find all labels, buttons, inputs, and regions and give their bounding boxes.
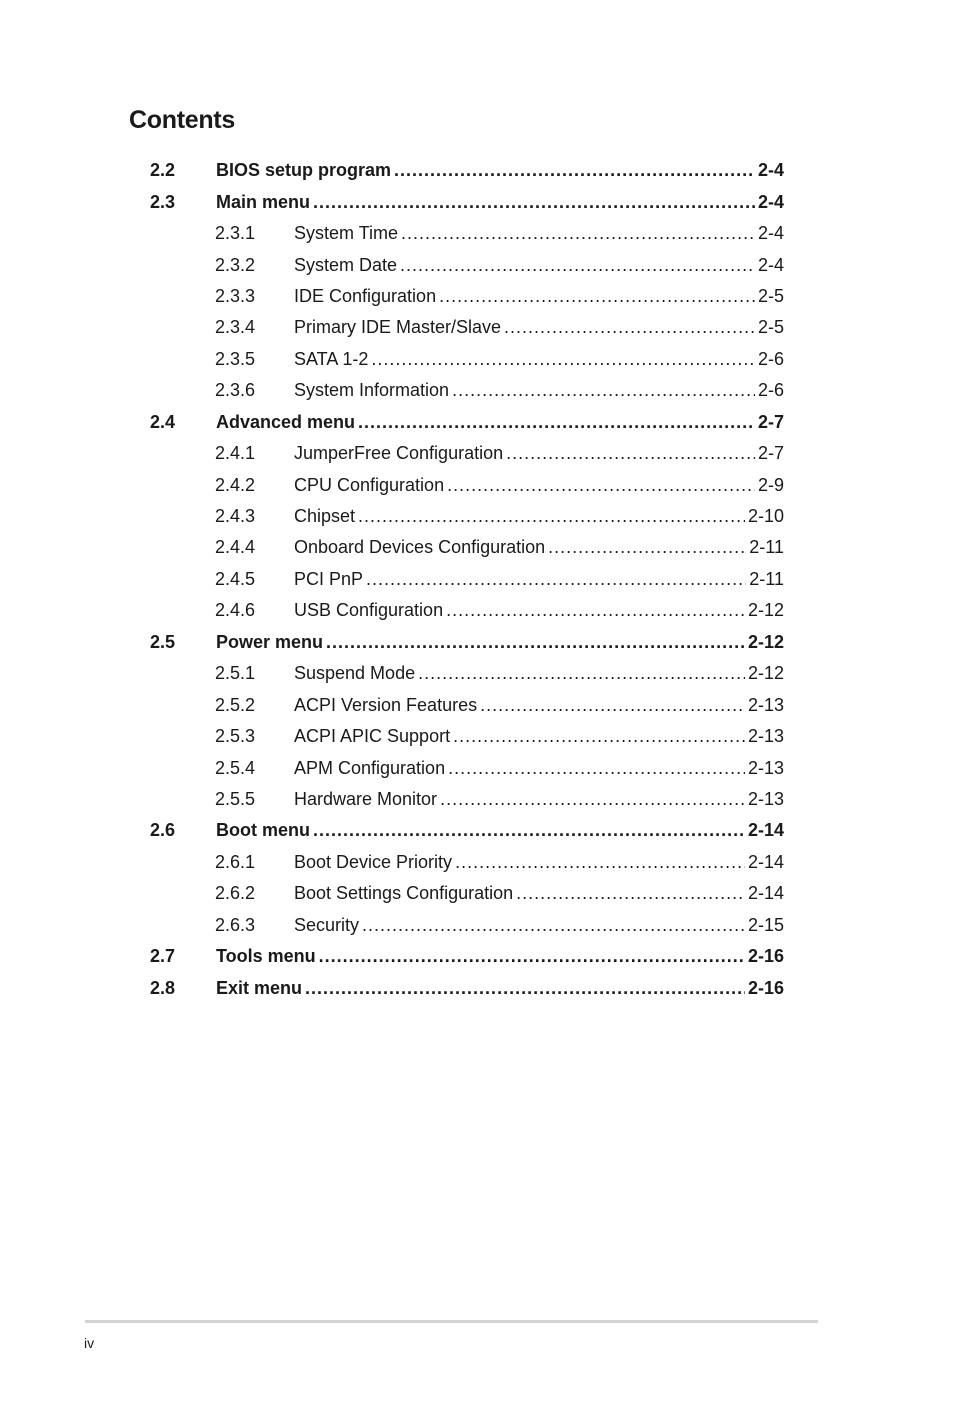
toc-entry-page: 2-5 [757,317,784,338]
toc-entry-label: Advanced menu [216,411,356,432]
toc-entry-number: 2.4.4 [215,537,256,558]
toc-entry-number: 2.3.5 [215,348,256,369]
toc-entry-number: 2.4.5 [215,568,256,589]
toc-entry-page: 2-14 [747,851,784,872]
toc-entry-text [294,349,784,370]
toc-entry-label: Onboard Devices Configuration [294,537,546,558]
toc-entry-page: 2-13 [747,694,784,715]
toc-entry[interactable] [150,595,784,626]
toc-entry-page: 2-7 [757,443,784,464]
toc-entry-number: 2.4 [150,411,176,432]
toc-entry-text [294,255,784,276]
toc-entry[interactable] [150,815,784,846]
toc-entry-number: 2.5.3 [215,726,256,747]
footer-divider [85,1320,818,1323]
toc-entry-label: ACPI Version Features [294,694,478,715]
toc-entry-number: 2.8 [150,977,176,998]
table-of-contents [150,155,784,1004]
toc-entry-text [294,317,784,338]
page-title: Contents [129,106,235,134]
toc-entry-text [216,820,784,841]
dot-leader [453,726,745,747]
toc-entry-page: 2-12 [747,631,784,652]
toc-entry-label: System Date [294,254,398,275]
toc-entry-page: 2-5 [757,285,784,306]
toc-entry[interactable] [150,972,784,1003]
toc-entry-text [294,758,784,779]
toc-entry-text [294,223,784,244]
toc-entry-text [294,537,784,558]
dot-leader [446,600,745,621]
toc-entry[interactable] [150,941,784,972]
toc-entry-number: 2.3 [150,191,176,212]
toc-entry-number: 2.5.4 [215,757,256,778]
toc-entry-number: 2.3.2 [215,254,256,275]
toc-entry-label: IDE Configuration [294,285,437,306]
dot-leader [326,632,745,653]
dot-leader [394,160,755,181]
toc-entry-number: 2.5.1 [215,663,256,684]
toc-entry-page: 2-11 [749,568,784,589]
toc-entry-text [216,632,784,653]
toc-entry[interactable] [150,910,784,941]
toc-entry-text [216,160,784,181]
toc-entry-page: 2-6 [757,380,784,401]
toc-entry[interactable] [150,218,784,249]
toc-entry[interactable] [150,281,784,312]
toc-entry-page: 2-11 [749,537,784,558]
toc-entry-page: 2-12 [747,663,784,684]
toc-entry-page: 2-16 [747,977,784,998]
dot-leader [448,758,745,779]
toc-entry[interactable] [150,186,784,217]
toc-entry[interactable] [150,627,784,658]
dot-leader [447,475,755,496]
toc-entry-label: Main menu [216,191,311,212]
toc-entry[interactable] [150,689,784,720]
toc-entry-text [294,663,784,684]
toc-entry-label: ACPI APIC Support [294,726,451,747]
toc-entry[interactable] [150,438,784,469]
toc-entry-label: Boot Device Priority [294,851,453,872]
toc-entry-number: 2.5.2 [215,694,256,715]
toc-entry[interactable] [150,532,784,563]
toc-entry-label: Boot Settings Configuration [294,883,514,904]
toc-entry[interactable] [150,878,784,909]
toc-entry-page: 2-4 [757,223,784,244]
toc-entry-page: 2-4 [757,254,784,275]
dot-leader [319,946,745,967]
toc-entry-number: 2.6.3 [215,914,256,935]
dot-leader [358,506,745,527]
toc-entry-number: 2.5.5 [215,788,256,809]
dot-leader [418,663,745,684]
toc-entry-page: 2-13 [747,726,784,747]
toc-entry[interactable] [150,847,784,878]
toc-entry-page: 2-16 [747,946,784,967]
toc-entry-number: 2.4.6 [215,600,256,621]
toc-entry-text [294,443,784,464]
toc-entry-text [294,569,784,590]
toc-entry-label: Boot menu [216,820,310,841]
toc-entry-number: 2.6 [150,820,176,841]
dot-leader [440,789,745,810]
toc-entry[interactable] [150,564,784,595]
toc-entry-label: Primary IDE Master/Slave [294,317,502,338]
dot-leader [366,569,746,590]
toc-entry-page: 2-7 [757,411,784,432]
toc-entry-text [294,380,784,401]
toc-entry-label: Power menu [216,631,324,652]
toc-entry-number: 2.3.3 [215,285,256,306]
toc-entry-text [216,978,784,999]
dot-leader [452,380,755,401]
toc-entry-text [294,695,784,716]
toc-entry-text [294,286,784,307]
toc-entry-page: 2-4 [757,191,784,212]
toc-entry[interactable] [150,469,784,500]
toc-entry[interactable] [150,407,784,438]
dot-leader [516,883,745,904]
toc-entry-text [216,946,784,967]
toc-entry-label: System Information [294,380,450,401]
toc-entry-label: System Time [294,223,399,244]
dot-leader [358,412,755,433]
toc-entry-page: 2-15 [747,914,784,935]
toc-entry-text [294,726,784,747]
toc-entry-label: SATA 1-2 [294,348,369,369]
toc-entry[interactable] [150,721,784,752]
toc-entry-label: BIOS setup program [216,160,392,181]
toc-entry-number: 2.2 [150,160,176,181]
toc-entry-text [216,192,784,213]
toc-entry-label: Chipset [294,506,356,527]
toc-entry-number: 2.7 [150,946,176,967]
toc-entry-page: 2-9 [757,474,784,495]
toc-entry-page: 2-6 [757,348,784,369]
toc-entry-page: 2-14 [747,820,784,841]
toc-entry-label: Security [294,914,360,935]
toc-entry-label: Tools menu [216,946,316,967]
toc-entry-label: JumperFree Configuration [294,443,504,464]
toc-entry-page: 2-10 [747,506,784,527]
toc-entry-page: 2-13 [747,757,784,778]
toc-entry-number: 2.3.1 [215,223,256,244]
toc-entry-label: APM Configuration [294,757,446,778]
dot-leader [400,255,755,276]
dot-leader [548,537,746,558]
toc-entry-number: 2.4.2 [215,474,256,495]
toc-entry-page: 2-4 [757,160,784,181]
toc-entry[interactable] [150,784,784,815]
toc-entry[interactable] [150,155,784,186]
toc-entry-text [294,883,784,904]
toc-entry[interactable] [150,501,784,532]
toc-entry-text [294,600,784,621]
toc-entry-number: 2.6.2 [215,883,256,904]
toc-entry-page: 2-13 [747,788,784,809]
dot-leader [455,852,745,873]
toc-entry-number: 2.4.3 [215,506,256,527]
dot-leader [480,695,745,716]
toc-entry-text [294,915,784,936]
toc-entry[interactable] [150,249,784,280]
dot-leader [401,223,755,244]
toc-entry-page: 2-14 [747,883,784,904]
toc-entry[interactable] [150,344,784,375]
toc-entry-text [294,789,784,810]
toc-entry-number: 2.6.1 [215,851,256,872]
toc-entry[interactable] [150,312,784,343]
dot-leader [313,192,755,213]
dot-leader [362,915,745,936]
dot-leader [504,317,755,338]
toc-entry-number: 2.5 [150,631,176,652]
toc-entry-label: CPU Configuration [294,474,445,495]
toc-entry-text [294,852,784,873]
toc-entry-text [294,475,784,496]
toc-entry-number: 2.4.1 [215,443,256,464]
toc-entry-label: Hardware Monitor [294,788,438,809]
toc-entry-number: 2.3.4 [215,317,256,338]
dot-leader [439,286,755,307]
dot-leader [305,978,745,999]
dot-leader [371,349,755,370]
toc-entry-text [294,506,784,527]
toc-entry[interactable] [150,658,784,689]
toc-entry-label: Exit menu [216,977,303,998]
toc-entry[interactable] [150,375,784,406]
toc-entry-text [216,412,784,433]
dot-leader [313,820,745,841]
toc-entry-number: 2.3.6 [215,380,256,401]
footer-page-number: iv [84,1335,95,1351]
toc-entry-label: USB Configuration [294,600,444,621]
toc-entry-page: 2-12 [747,600,784,621]
toc-entry-label: Suspend Mode [294,663,416,684]
dot-leader [506,443,755,464]
toc-entry-label: PCI PnP [294,568,364,589]
toc-entry[interactable] [150,752,784,783]
